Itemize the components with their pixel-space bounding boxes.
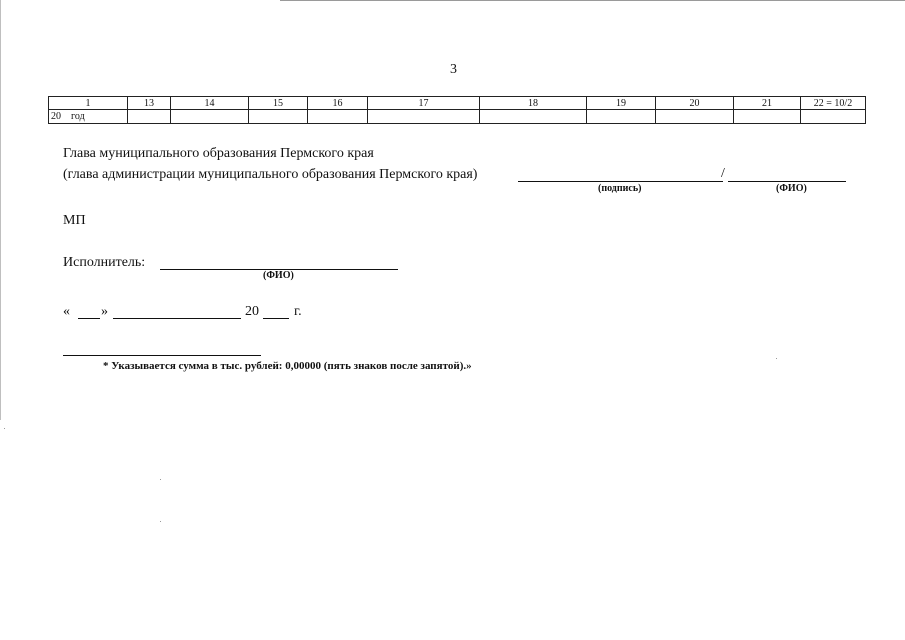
date-open-quote: « <box>63 304 70 319</box>
data-table <box>48 96 866 124</box>
executor-name-caption: (ФИО) <box>263 270 294 281</box>
separator-slash: / <box>721 166 725 181</box>
scan-speck <box>160 521 161 522</box>
date-year-suffix: г. <box>294 304 302 319</box>
head-subtitle: (глава администрации муниципального образования Пермского края) <box>63 167 478 182</box>
table-header-cell: 22 = 10/2 <box>801 97 866 110</box>
name-line <box>728 181 846 182</box>
table-cell <box>801 110 866 124</box>
page-edge-top <box>280 0 905 1</box>
scan-speck <box>160 479 161 480</box>
table-cell <box>587 110 656 124</box>
table-cell <box>171 110 249 124</box>
table-header-cell: 13 <box>128 97 171 110</box>
table-header-cell: 15 <box>249 97 308 110</box>
scan-speck <box>776 358 777 359</box>
table-header-cell: 1 <box>49 97 128 110</box>
table-cell <box>368 110 480 124</box>
stamp-place-label: МП <box>63 213 86 228</box>
table-cell <box>128 110 171 124</box>
table-header-cell: 19 <box>587 97 656 110</box>
table-header-cell: 17 <box>368 97 480 110</box>
table-header-cell: 20 <box>656 97 734 110</box>
date-close-quote: » <box>101 304 108 319</box>
scan-speck <box>4 428 5 429</box>
table-cell <box>480 110 587 124</box>
date-year-line <box>263 318 289 319</box>
row-label-cell: 20 год <box>49 110 128 124</box>
table-cell <box>734 110 801 124</box>
footnote: * Указывается сумма в тыс. рублей: 0,00000 (пять знаков после запятой).» <box>103 360 472 372</box>
signature-caption: (подпись) <box>598 183 642 194</box>
table-header-cell: 16 <box>308 97 368 110</box>
page-edge-left <box>0 0 1 420</box>
table-header-cell: 21 <box>734 97 801 110</box>
footnote-separator <box>63 355 261 356</box>
date-year-prefix: 20 <box>245 304 259 319</box>
executor-label: Исполнитель: <box>63 255 146 270</box>
name-caption: (ФИО) <box>776 183 807 194</box>
date-day-line <box>78 318 100 319</box>
table-cell <box>308 110 368 124</box>
head-title: Глава муниципального образования Пермского края <box>63 146 374 161</box>
date-month-line <box>113 318 241 319</box>
signature-line <box>518 181 723 182</box>
table-row <box>49 110 866 124</box>
table-cell <box>249 110 308 124</box>
table-cell <box>656 110 734 124</box>
table-header-cell: 14 <box>171 97 249 110</box>
table-header-cell: 18 <box>480 97 587 110</box>
table-header-row <box>49 97 866 110</box>
page-number: 3 <box>450 62 457 77</box>
